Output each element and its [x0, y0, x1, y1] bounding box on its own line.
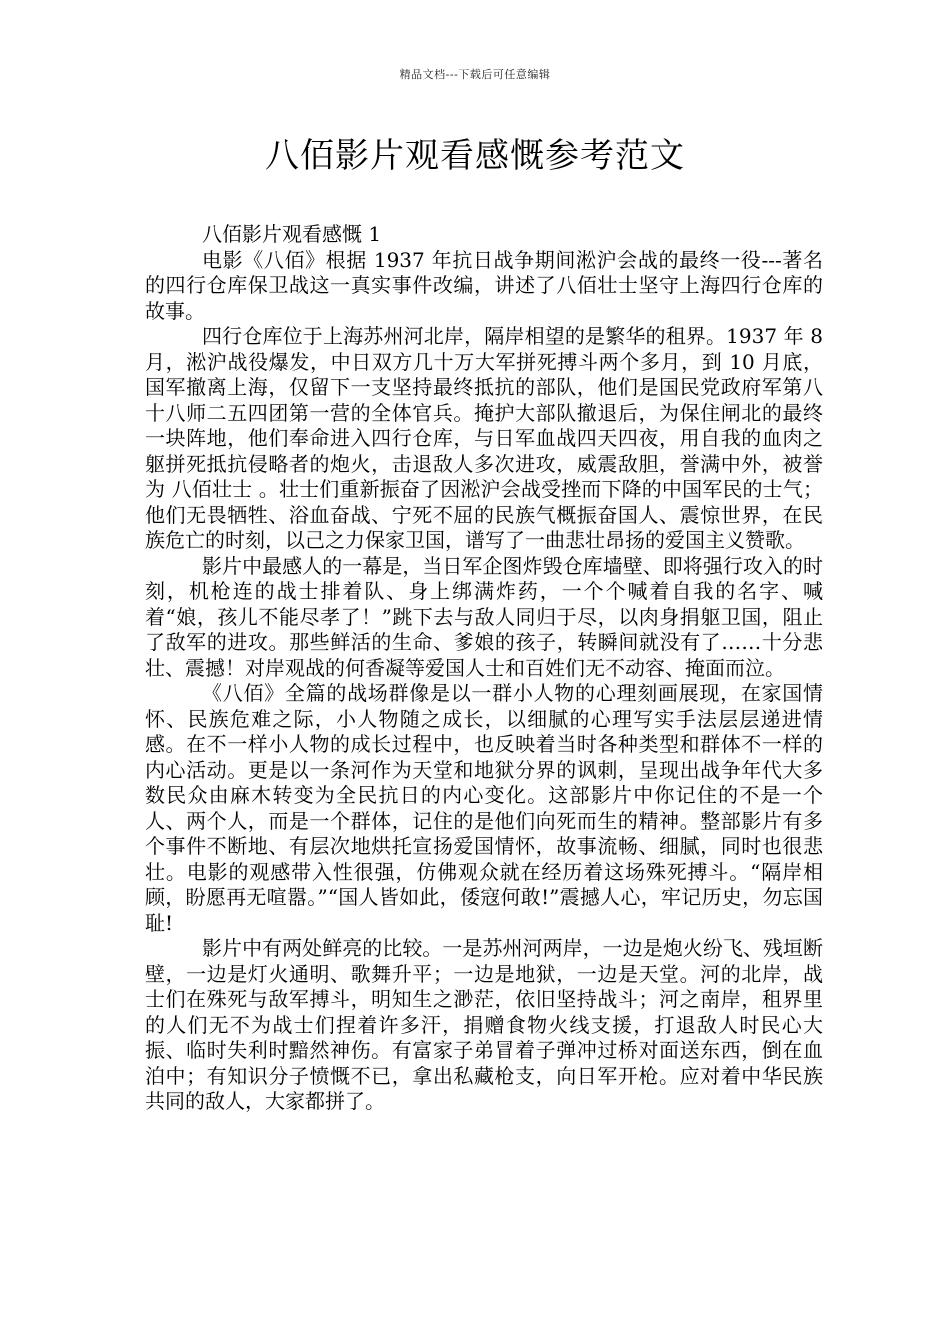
- section-heading: 八佰影片观看感慨 1: [202, 222, 382, 246]
- paragraph-2: 四行仓库位于上海苏州河北岸，隔岸相望的是繁华的租界。1937 年 8 月，淞沪战役爆发，中日双方几十万大军拼死搏斗两个多月，到 10 月底，国军撤离上海，仅留下一支坚持最终抵抗的部队，他们是国民党政府军第八十八师二五四团第一营的全体官兵。掩护大部队撤退后，为保住闸北的最终一块阵地，他们奉命进入四行仓库，与日军血战四天四夜，用自我的血肉之躯拼死抵抗侵略者的炮火，击退敌人多次进攻，威震敌胆，誉满中外，被誉为 八佰壮士 。壮士们重新振奋了因淞沪会战受挫而下降的中国军民的士气；他们无畏牺牲、浴血奋战、宁死不屈的民族气概振奋国人、震惊世界，在民族危亡的时刻，以己之力保家卫国，谱写了一曲悲壮昂扬的爱国主义赞歌。: [145, 324, 823, 552]
- paragraph-1: 电影《八佰》根据 1937 年抗日战争期间淞沪会战的最终一役---著名的四行仓库保卫战这一真实事件改编，讲述了八佰壮士坚守上海四行仓库的故事。: [145, 247, 823, 323]
- paragraph-3: 影片中最感人的一幕是，当日军企图炸毁仓库墙壁、即将强行攻入的时刻，机枪连的战士排着队、身上绑满炸药，一个个喊着自我的名字、喊着“娘，孩儿不能尽孝了！”跳下去与敌人同归于尽，以肉身捐躯卫国，阻止了敌军的进攻。那些鲜活的生命、爹娘的孩子，转瞬间就没有了……十分悲壮、震撼！对岸观战的何香凝等爱国人士和百姓们无不动容、掩面而泣。: [145, 553, 823, 680]
- paragraph-5: 影片中有两处鲜亮的比较。一是苏州河两岸，一边是炮火纷飞、残垣断壁，一边是灯火通明、歌舞升平；一边是地狱，一边是天堂。河的北岸，战士们在殊死与敌军搏斗，明知生之渺茫，依旧坚持战斗；河之南岸，租界里的人们无不为战士们捏着许多汗，捐赠食物火线支援，打退敌人时民心大振、临时失利时黯然神伤。有富家子弟冒着子弹冲过桥对面送东西，倒在血泊中；有知识分子愤慨不已，拿出私藏枪支，向日军开枪。应对着中华民族共同的敌人，大家都拼了。: [145, 936, 823, 1113]
- paragraph-4: 《八佰》全篇的战场群像是以一群小人物的心理刻画展现，在家国情怀、民族危难之际，小人物随之成长，以细腻的心理写实手法层层递进情感。在不一样小人物的成长过程中，也反映着当时各种类型和群体不一样的内心活动。更是以一条河作为天堂和地狱分界的讽刺，呈现出战争年代大多数民众由麻木转变为全民抗日的内心变化。这部影片中你记住的不是一个人、两个人，而是一个群体，记住的是他们向死而生的精神。整部影片有多个事件不断地、有层次地烘托宣扬爱国情怀，故事流畅、细腻，同时也很悲壮。电影的观感带入性很强，仿佛观众就在经历着这场殊死搏斗。“隔岸相顾，盼愿再无喧嚣。”“国人皆如此，倭寇何敢!”震撼人心，牢记历史，勿忘国耻!: [145, 681, 823, 935]
- document-title: 八佰影片观看感慨参考范文: [265, 136, 685, 176]
- document-body: [145, 222, 823, 1115]
- page-header-note: 精品文档---下载后可任意编辑: [399, 68, 551, 81]
